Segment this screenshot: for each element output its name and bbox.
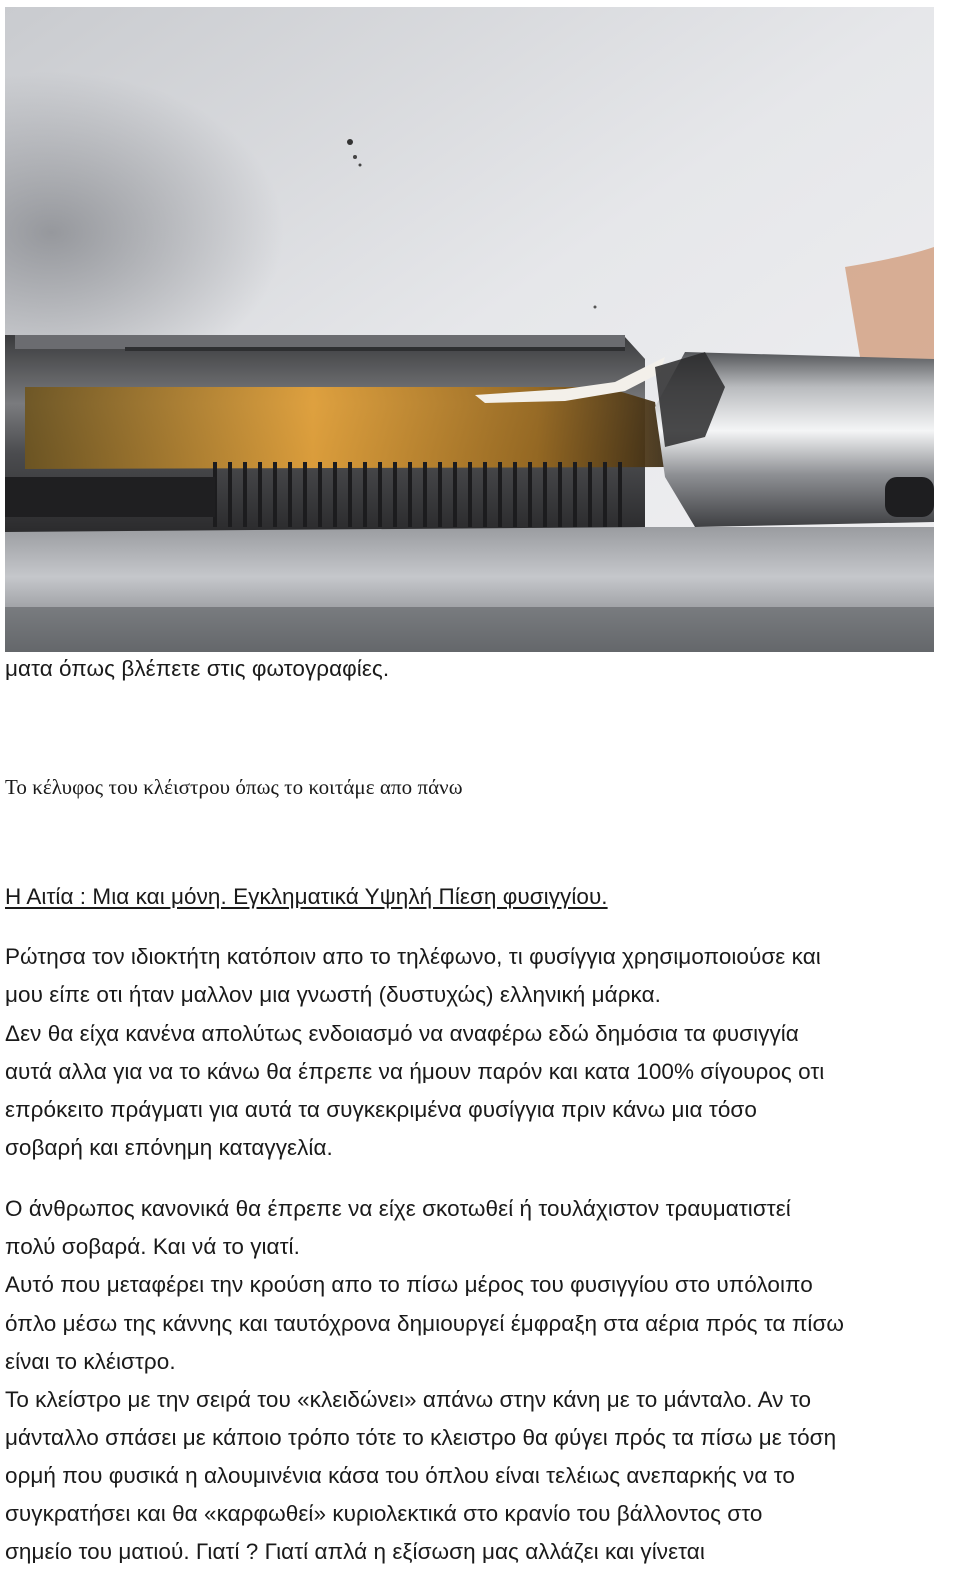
text-line-17: ορμή που φυσικά η αλουμινένια κάσα του όπλου είναι τελέιως ανεπαρκής να το	[5, 1463, 795, 1488]
text-line-4: Ρώτησα τον ιδιοκτήτη κατόποιν απο το τηλέφωνο, τι φυσίγγια χρησιμοποιούσε και	[5, 944, 821, 969]
text-line-18: συγκρατήσει και θα «καρφωθεί» κυριολεκτικά στο κρανίο του βάλλοντος στο	[5, 1501, 763, 1526]
text-line-13: όπλο μέσω της κάννης και ταυτόχρονα δημιουργεί έμφραξη στα αέρια πρός τα πίσω	[5, 1311, 844, 1336]
text-line-14: είναι το κλέιστρο.	[5, 1349, 176, 1374]
text-line-9: σοβαρή και επόνημη καταγγελία.	[5, 1135, 333, 1160]
text-line-19: σημείο του ματιού. Γιατί ? Γιατί απλά η εξίσωση μας αλλάζει και γίνεται	[5, 1539, 705, 1564]
text-line-1: ματα όπως βλέπετε στις φωτογραφίες.	[5, 656, 390, 681]
photo-caption: Το κέλυφος του κλέιστρου όπως το κοιτάμε απο πάνω	[5, 775, 463, 799]
firearm-bolt-photo	[5, 7, 934, 652]
text-line-12: Αυτό που μεταφέρει την κρούση απο το πίσω μέρος του φυσιγγίου στο υπόλοιπο	[5, 1272, 813, 1297]
text-line-10: Ο άνθρωπος κανονικά θα έπρεπε να είχε σκοτωθεί ή τουλάχιστον τραυματιστεί	[5, 1196, 791, 1221]
text-line-8: επρόκειτο πράγματι για αυτά τα συγκεκριμένα φυσίγγια πριν κάνω μια τόσο	[5, 1097, 757, 1122]
text-line-6: Δεν θα είχα κανένα απολύτως ενδοιασμό να αναφέρω εδώ δημόσια τα φυσιγγία	[5, 1021, 799, 1046]
section-heading-cause: Η Αιτία : Μια και μόνη. Εγκληματικά Υψηλή Πίεση φυσιγγίου.	[5, 884, 608, 909]
text-line-5: μου είπε οτι ήταν μαλλον μια γνωστή (δυστυχώς) ελληνική μάρκα.	[5, 982, 661, 1007]
text-line-15: Το κλείστρο με την σειρά του «κλειδώνει» απάνω στην κάνη με το μάνταλο. Αν το	[5, 1387, 812, 1412]
text-line-16: μάνταλλο σπάσει με κάποιο τρόπο τότε το κλειστρο θα φύγει πρός τα πίσω με τόση	[5, 1425, 837, 1450]
text-line-7: αυτά αλλα για να το κάνω θα έπρεπε να ήμουν παρόν και κατα 100% σίγουρος οτι	[5, 1059, 825, 1084]
text-line-11: πολύ σοβαρά. Και νά το γιατί.	[5, 1234, 300, 1259]
